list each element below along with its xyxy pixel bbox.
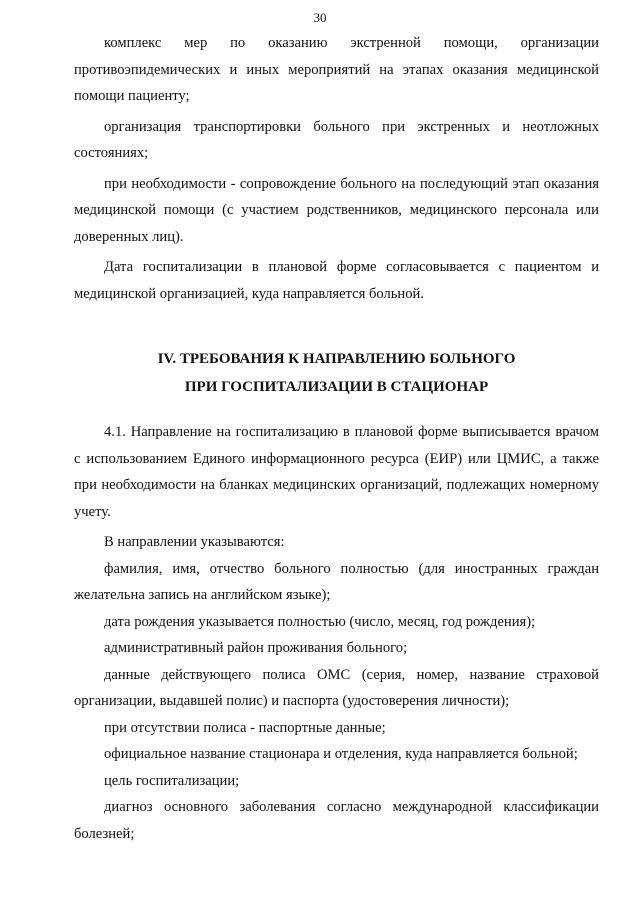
list-item-district: административный район проживания больного; — [104, 640, 408, 656]
page-number: 30 — [313, 10, 327, 25]
list-item-birth-date: дата рождения указывается полностью (число, месяц, год рождения); — [104, 613, 536, 630]
section-heading — [74, 345, 599, 401]
paragraph-transportation: организация транспортировки больного при экстренных и неотложных состояниях; — [74, 118, 599, 161]
paragraph-emergency-measures: комплекс мер по оказанию экстренной помощи, организации противоэпидемических и иных мероприятий на этапах оказания медицинской помощи пациенту; — [74, 35, 599, 104]
paragraph-escort: при необходимости - сопровождение больного на последующий этап оказания медицинской помощи (с участием родственников, медицинского персонала или доверенных лиц). — [74, 175, 599, 245]
paragraph-referral-contents-intro: В направлении указываются: — [104, 534, 285, 550]
list-item-full-name: фамилия, имя, отчество больного полностью (для иностранных граждан желательна запись на английском языке); — [74, 560, 599, 603]
paragraph-hospitalization-date: Дата госпитализации в плановой форме согласовывается с пациентом и медицинской организацией, куда направляется больной. — [74, 259, 599, 302]
list-item-diagnosis: диагноз основного заболевания согласно международной классификации болезней; — [74, 799, 599, 842]
list-item-passport-data: при отсутствии полиса - паспортные данные; — [104, 719, 386, 736]
list-item-hospital-name: официальное название стационара и отделения, куда направляется больной; — [104, 746, 578, 762]
section-title-line1: IV. ТРЕБОВАНИЯ К НАПРАВЛЕНИЮ БОЛЬНОГО — [157, 351, 516, 367]
paragraph-4-1: 4.1. Направление на госпитализацию в плановой форме выписывается врачом с использованием Единого информационного ресурса (ЕИР) или ЦМИС, а также при необходимости на бланках медицинских организаций, подлежащих номерному учету. — [74, 424, 599, 520]
section-title-line2: ПРИ ГОСПИТАЛИЗАЦИИ В СТАЦИОНАР — [184, 379, 489, 395]
page-content — [74, 30, 599, 847]
list-item-purpose: цель госпитализации; — [104, 772, 240, 789]
list-item-policy-data: данные действующего полиса ОМС (серия, номер, название страховой организации, выдавшей полис) и паспорта (удостоверения личности); — [74, 666, 599, 709]
